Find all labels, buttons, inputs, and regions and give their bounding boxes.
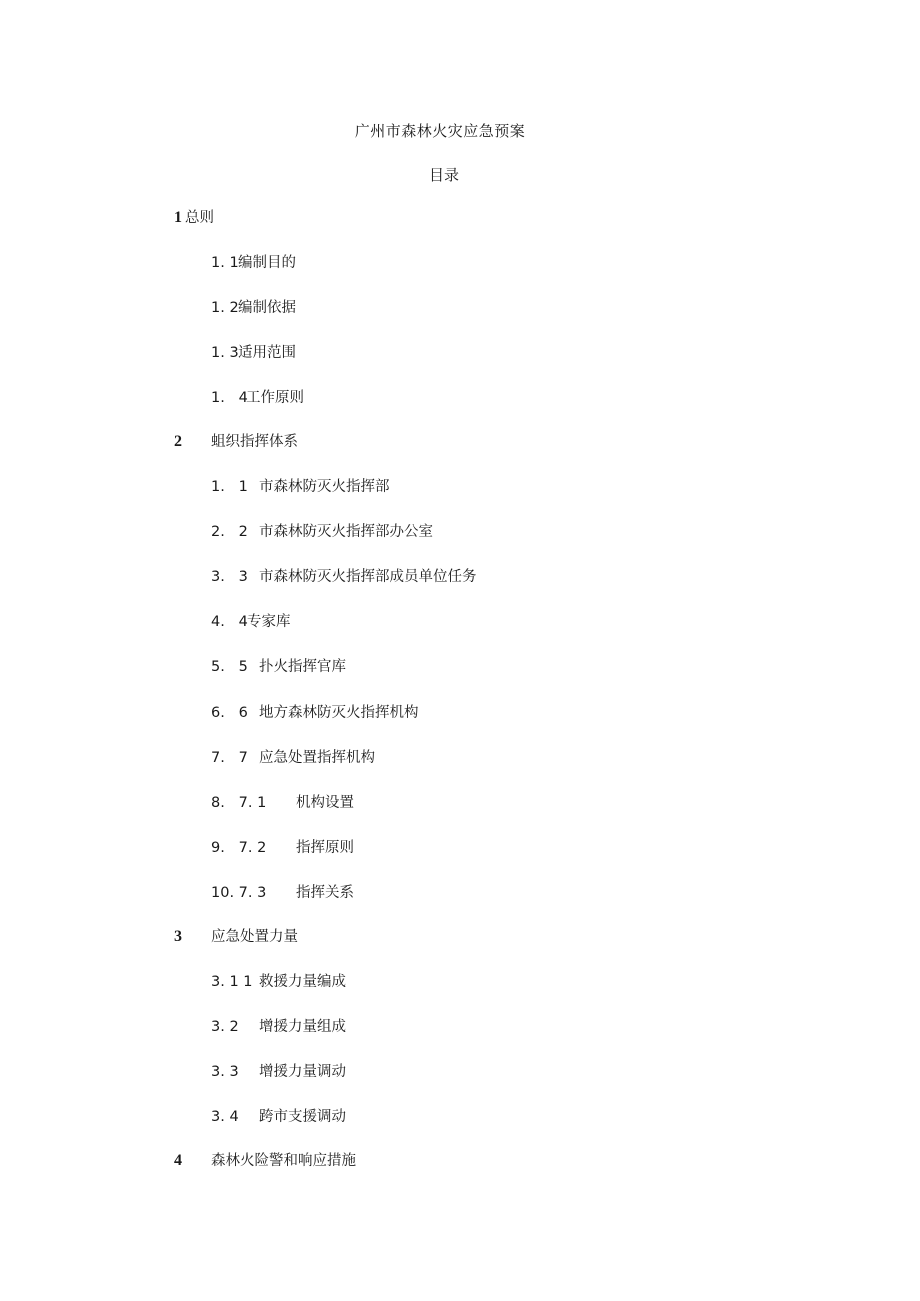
- chapter-title: 森林火险警和响应措施: [211, 1153, 356, 1169]
- entry-number: 9. 7. 2: [211, 840, 267, 856]
- entry-title: 机构设置: [296, 795, 354, 811]
- entry-number: 3. 3: [211, 569, 248, 585]
- entry-number: 1. 4: [211, 390, 248, 406]
- entry-number: 3. 4: [211, 1109, 239, 1125]
- entry-number: 4. 4: [211, 614, 248, 630]
- entry-number: 3. 2: [211, 1019, 239, 1035]
- entry-title: 增援力量组成: [259, 1019, 346, 1035]
- document-title: 广州市森林火灾应急预案: [354, 122, 526, 140]
- entry-title: 适用范围: [238, 345, 296, 361]
- entry-title: 专家库: [247, 614, 291, 630]
- entry-number: 1. 1: [211, 479, 248, 495]
- entry-number: 2. 2: [211, 524, 248, 540]
- entry-title: 市森林防灭火指挥部: [259, 479, 390, 495]
- entry-title: 指挥原则: [296, 840, 354, 856]
- entry-number: 7. 7: [211, 750, 248, 766]
- entry-title: 编制依据: [238, 300, 296, 316]
- entry-number: 3. 3: [211, 1064, 239, 1080]
- chapter-title: 总则: [185, 210, 214, 226]
- chapter-number: 1: [174, 209, 182, 226]
- entry-title: 跨市支援调动: [259, 1109, 346, 1125]
- entry-number: 3. 1 1: [211, 974, 253, 990]
- toc-heading: 目录: [428, 166, 459, 184]
- entry-number: 8. 7. 1: [211, 795, 267, 811]
- chapter-number: 3: [174, 928, 182, 945]
- entry-title: 市森林防灭火指挥部办公室: [259, 524, 433, 540]
- entry-title: 救援力量编成: [259, 974, 346, 990]
- entry-title: 市森林防灭火指挥部成员单位任务: [259, 569, 477, 585]
- chapter-number: 2: [174, 433, 182, 450]
- chapter-number: 4: [174, 1152, 182, 1169]
- chapter-title: 蛆织指挥体系: [211, 434, 298, 450]
- entry-number: 1. 3: [211, 345, 239, 361]
- entry-title: 地方森林防灭火指挥机构: [259, 705, 419, 721]
- entry-number: 1. 2: [211, 300, 239, 316]
- entry-title: 增援力量调动: [259, 1064, 346, 1080]
- entry-title: 扑火指挥官库: [259, 659, 346, 675]
- entry-title: 指挥关系: [296, 885, 354, 901]
- chapter-title: 应急处置力量: [211, 929, 298, 945]
- entry-title: 工作原则: [246, 390, 304, 406]
- entry-title: 编制目的: [238, 255, 296, 271]
- entry-number: 5. 5: [211, 659, 248, 675]
- entry-number: 6. 6: [211, 705, 248, 721]
- entry-number: 1. 1: [211, 255, 239, 271]
- entry-title: 应急处置指挥机构: [259, 750, 375, 766]
- entry-number: 10. 7. 3: [211, 885, 267, 901]
